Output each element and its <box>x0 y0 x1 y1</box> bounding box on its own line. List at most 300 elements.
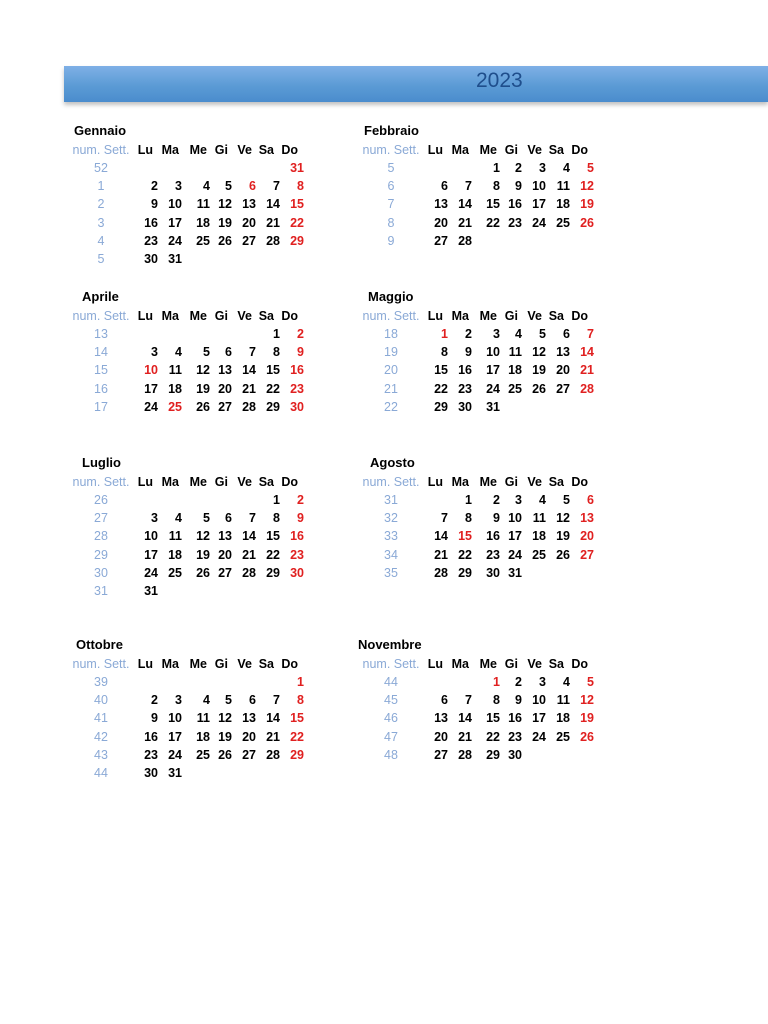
weekday-label: Lu <box>137 657 153 671</box>
day-cell: 14 <box>434 529 448 544</box>
week-row <box>360 730 620 748</box>
day-cell: 8 <box>465 511 472 526</box>
week-row <box>360 363 620 381</box>
day-cell: 31 <box>144 584 158 598</box>
day-cell: 9 <box>297 511 304 526</box>
day-cell: 29 <box>458 565 472 580</box>
week-row <box>360 748 620 766</box>
week-number: 40 <box>94 693 108 708</box>
day-cell: 3 <box>539 675 546 689</box>
day-cell: 3 <box>175 179 182 194</box>
day-cell: 16 <box>290 529 304 544</box>
day-cell: 17 <box>168 215 182 230</box>
week-number-header: num. Sett. <box>72 309 130 323</box>
weekday-label: Ma <box>161 475 179 489</box>
week-number: 7 <box>387 197 395 212</box>
day-cell: 9 <box>151 711 158 726</box>
week-number: 26 <box>94 493 108 507</box>
day-cell: 6 <box>587 493 594 507</box>
week-row <box>70 711 330 729</box>
week-number: 44 <box>384 675 398 689</box>
day-cell: 20 <box>434 729 448 744</box>
week-number-header: num. Sett. <box>362 657 420 671</box>
day-cell: 26 <box>196 399 210 414</box>
week-number: 21 <box>384 381 398 396</box>
week-number: 45 <box>384 693 398 708</box>
day-cell: 27 <box>242 233 256 248</box>
weekday-label: Do <box>281 657 298 671</box>
day-cell: 17 <box>168 729 182 744</box>
day-cell: 5 <box>563 493 570 507</box>
day-cell: 23 <box>508 729 522 744</box>
day-cell: 17 <box>508 529 522 544</box>
day-cell: 23 <box>144 233 158 248</box>
day-cell: 22 <box>266 547 280 562</box>
day-cell: 2 <box>151 179 158 194</box>
day-cell: 4 <box>515 327 522 341</box>
week-number: 41 <box>94 711 108 726</box>
day-cell: 18 <box>196 215 210 230</box>
week-number-header: num. Sett. <box>362 143 420 157</box>
weekday-label: Sa <box>258 657 274 671</box>
weekday-label: Lu <box>137 309 153 323</box>
day-cell: 20 <box>556 363 570 378</box>
day-cell: 30 <box>290 565 304 580</box>
weekday-label: Me <box>479 309 497 323</box>
day-cell: 17 <box>144 547 158 562</box>
day-cell: 11 <box>168 529 182 544</box>
day-cell: 30 <box>144 766 158 780</box>
day-cell: 27 <box>242 747 256 762</box>
day-cell: 14 <box>242 529 256 544</box>
week-row <box>70 730 330 748</box>
day-cell: 24 <box>486 381 500 396</box>
weekday-header-row <box>70 309 330 327</box>
day-cell: 7 <box>465 693 472 708</box>
day-cell: 1 <box>297 675 304 689</box>
day-cell: 15 <box>290 711 304 726</box>
day-cell: 15 <box>486 197 500 212</box>
week-number: 15 <box>94 363 108 378</box>
week-row <box>70 179 330 197</box>
day-cell: 10 <box>144 529 158 544</box>
weekday-label: Me <box>479 657 497 671</box>
week-row <box>360 197 620 215</box>
week-row <box>360 493 620 511</box>
day-cell: 11 <box>196 197 210 212</box>
day-cell: 31 <box>486 399 500 414</box>
day-cell: 12 <box>218 197 232 212</box>
day-cell: 15 <box>486 711 500 726</box>
day-cell: 16 <box>290 363 304 378</box>
day-cell: 15 <box>458 529 472 544</box>
day-cell: 2 <box>515 161 522 175</box>
weekday-label: Ve <box>237 657 252 671</box>
day-cell: 3 <box>493 327 500 341</box>
day-cell: 13 <box>242 197 256 212</box>
day-cell: 2 <box>493 493 500 507</box>
day-cell: 30 <box>508 747 522 762</box>
week-number: 29 <box>94 547 108 562</box>
day-cell: 14 <box>266 711 280 726</box>
day-cell: 6 <box>225 345 232 360</box>
day-cell: 11 <box>556 179 570 194</box>
weekday-label: Lu <box>137 475 153 489</box>
weekday-label: Do <box>571 309 588 323</box>
day-cell: 13 <box>580 511 594 526</box>
day-cell: 6 <box>249 693 256 708</box>
day-cell: 23 <box>508 215 522 230</box>
week-number: 6 <box>387 179 395 194</box>
weekday-label: Gi <box>504 657 518 671</box>
weekday-label: Me <box>189 657 207 671</box>
day-cell: 31 <box>508 565 522 580</box>
day-cell: 14 <box>266 197 280 212</box>
day-cell: 28 <box>434 565 448 580</box>
day-cell: 4 <box>175 345 182 360</box>
day-cell: 25 <box>196 233 210 248</box>
week-number: 44 <box>94 766 108 780</box>
day-cell: 27 <box>580 547 594 562</box>
day-cell: 9 <box>515 693 522 708</box>
week-row <box>70 693 330 711</box>
day-cell: 5 <box>539 327 546 341</box>
week-number-header: num. Sett. <box>362 309 420 323</box>
day-cell: 25 <box>168 399 182 414</box>
day-cell: 10 <box>486 345 500 360</box>
day-cell: 3 <box>175 693 182 708</box>
day-cell: 29 <box>266 565 280 580</box>
day-cell: 24 <box>168 233 182 248</box>
day-cell: 14 <box>580 345 594 360</box>
week-row <box>70 234 330 252</box>
day-cell: 28 <box>266 747 280 762</box>
day-cell: 13 <box>242 711 256 726</box>
weekday-label: Sa <box>258 309 274 323</box>
weekday-label: Ma <box>161 143 179 157</box>
week-number: 46 <box>384 711 398 726</box>
day-cell: 25 <box>556 729 570 744</box>
week-number-header: num. Sett. <box>72 657 130 671</box>
weekday-label: Sa <box>548 143 564 157</box>
day-cell: 31 <box>168 766 182 780</box>
weekday-label: Sa <box>258 143 274 157</box>
day-cell: 28 <box>580 381 594 396</box>
day-cell: 23 <box>458 381 472 396</box>
day-cell: 22 <box>486 215 500 230</box>
weekday-label: Lu <box>427 475 443 489</box>
day-cell: 15 <box>434 363 448 378</box>
day-cell: 17 <box>532 197 546 212</box>
day-cell: 26 <box>218 747 232 762</box>
day-cell: 26 <box>580 729 594 744</box>
day-cell: 22 <box>458 547 472 562</box>
day-cell: 24 <box>508 547 522 562</box>
day-cell: 2 <box>297 493 304 507</box>
day-cell: 13 <box>218 363 232 378</box>
week-row <box>70 363 330 381</box>
day-cell: 13 <box>434 197 448 212</box>
day-cell: 9 <box>515 179 522 194</box>
week-row <box>70 548 330 566</box>
day-cell: 9 <box>493 511 500 526</box>
day-cell: 12 <box>196 363 210 378</box>
week-number: 14 <box>94 345 108 360</box>
day-cell: 10 <box>168 197 182 212</box>
day-cell: 16 <box>144 215 158 230</box>
day-cell: 15 <box>290 197 304 212</box>
day-cell: 28 <box>242 399 256 414</box>
week-row <box>70 400 330 418</box>
day-cell: 19 <box>196 547 210 562</box>
day-cell: 8 <box>273 345 280 360</box>
day-cell: 24 <box>144 565 158 580</box>
day-cell: 1 <box>273 493 280 507</box>
week-number: 43 <box>94 747 108 762</box>
day-cell: 8 <box>493 693 500 708</box>
weekday-label: Do <box>571 657 588 671</box>
week-number: 19 <box>384 345 398 360</box>
day-cell: 27 <box>434 233 448 248</box>
weekday-label: Ve <box>527 143 542 157</box>
weekday-label: Ma <box>451 657 469 671</box>
week-row <box>360 216 620 234</box>
day-cell: 7 <box>465 179 472 194</box>
week-number-header: num. Sett. <box>362 475 420 489</box>
day-cell: 12 <box>532 345 546 360</box>
day-cell: 9 <box>465 345 472 360</box>
day-cell: 25 <box>508 381 522 396</box>
day-cell: 29 <box>486 747 500 762</box>
day-cell: 31 <box>290 161 304 175</box>
weekday-label: Lu <box>427 143 443 157</box>
day-cell: 20 <box>580 529 594 544</box>
week-number: 20 <box>384 363 398 378</box>
day-cell: 27 <box>218 399 232 414</box>
day-cell: 23 <box>144 747 158 762</box>
month-name: Aprile <box>82 289 119 304</box>
weekday-label: Ve <box>527 309 542 323</box>
weekday-label: Ve <box>237 475 252 489</box>
day-cell: 26 <box>556 547 570 562</box>
day-cell: 3 <box>151 511 158 526</box>
week-row <box>70 529 330 547</box>
day-cell: 12 <box>580 693 594 708</box>
week-row <box>70 766 330 784</box>
day-cell: 7 <box>249 511 256 526</box>
day-cell: 10 <box>508 511 522 526</box>
week-number: 3 <box>97 215 105 230</box>
day-cell: 4 <box>175 511 182 526</box>
day-cell: 10 <box>532 179 546 194</box>
weekday-label: Do <box>281 475 298 489</box>
weekday-label: Ma <box>161 309 179 323</box>
weekday-label: Me <box>189 309 207 323</box>
day-cell: 23 <box>290 381 304 396</box>
day-cell: 27 <box>218 565 232 580</box>
day-cell: 16 <box>508 197 522 212</box>
day-cell: 19 <box>580 711 594 726</box>
week-number: 47 <box>384 729 398 744</box>
day-cell: 29 <box>266 399 280 414</box>
week-row <box>360 345 620 363</box>
day-cell: 6 <box>249 179 256 194</box>
day-cell: 8 <box>297 179 304 194</box>
weekday-header-row <box>360 309 620 327</box>
day-cell: 18 <box>556 711 570 726</box>
weekday-label: Sa <box>548 309 564 323</box>
day-cell: 25 <box>196 747 210 762</box>
week-row <box>70 382 330 400</box>
day-cell: 8 <box>441 345 448 360</box>
week-row <box>360 382 620 400</box>
weekday-label: Ma <box>451 475 469 489</box>
week-row <box>360 675 620 693</box>
day-cell: 17 <box>532 711 546 726</box>
week-row <box>70 197 330 215</box>
day-cell: 21 <box>266 729 280 744</box>
weekday-label: Me <box>189 475 207 489</box>
week-number: 42 <box>94 729 108 744</box>
day-cell: 5 <box>587 675 594 689</box>
week-number: 34 <box>384 547 398 562</box>
week-row <box>70 216 330 234</box>
weekday-header-row <box>70 475 330 493</box>
day-cell: 22 <box>266 381 280 396</box>
day-cell: 24 <box>144 399 158 414</box>
week-row <box>360 161 620 179</box>
day-cell: 22 <box>486 729 500 744</box>
day-cell: 2 <box>297 327 304 341</box>
week-number: 5 <box>387 161 395 175</box>
weekday-label: Gi <box>214 309 228 323</box>
weekday-label: Me <box>479 475 497 489</box>
weekday-label: Sa <box>258 475 274 489</box>
day-cell: 30 <box>458 399 472 414</box>
day-cell: 13 <box>556 345 570 360</box>
day-cell: 4 <box>203 179 210 194</box>
day-cell: 20 <box>242 215 256 230</box>
day-cell: 28 <box>242 565 256 580</box>
day-cell: 21 <box>266 215 280 230</box>
weekday-label: Ve <box>527 657 542 671</box>
week-row <box>360 566 620 584</box>
week-row <box>360 179 620 197</box>
day-cell: 11 <box>168 363 182 378</box>
day-cell: 5 <box>203 511 210 526</box>
weekday-label: Ve <box>527 475 542 489</box>
weekday-header-row <box>360 657 620 675</box>
week-number: 2 <box>97 197 105 212</box>
week-row <box>360 511 620 529</box>
day-cell: 28 <box>458 747 472 762</box>
week-row <box>360 548 620 566</box>
day-cell: 21 <box>458 215 472 230</box>
day-cell: 29 <box>434 399 448 414</box>
day-cell: 7 <box>441 511 448 526</box>
week-row <box>70 675 330 693</box>
day-cell: 30 <box>290 399 304 414</box>
month-name: Maggio <box>368 289 414 304</box>
week-number: 48 <box>384 747 398 762</box>
day-cell: 14 <box>458 711 472 726</box>
day-cell: 18 <box>508 363 522 378</box>
day-cell: 2 <box>465 327 472 341</box>
day-cell: 4 <box>203 693 210 708</box>
year-title: 2023 <box>476 69 523 92</box>
day-cell: 4 <box>563 675 570 689</box>
month-block-novembre <box>360 637 620 807</box>
week-row <box>360 400 620 418</box>
week-row <box>70 345 330 363</box>
day-cell: 18 <box>168 381 182 396</box>
day-cell: 26 <box>218 233 232 248</box>
day-cell: 19 <box>196 381 210 396</box>
week-row <box>360 234 620 252</box>
day-cell: 29 <box>290 747 304 762</box>
week-number: 52 <box>94 161 108 175</box>
day-cell: 18 <box>168 547 182 562</box>
week-row <box>70 511 330 529</box>
month-block-febbraio <box>360 123 620 293</box>
day-cell: 16 <box>486 529 500 544</box>
day-cell: 20 <box>434 215 448 230</box>
day-cell: 3 <box>515 493 522 507</box>
week-number: 13 <box>94 327 108 341</box>
day-cell: 30 <box>486 565 500 580</box>
week-row <box>360 529 620 547</box>
day-cell: 10 <box>144 363 158 378</box>
month-name: Luglio <box>82 455 121 470</box>
day-cell: 6 <box>563 327 570 341</box>
weekday-header-row <box>70 143 330 161</box>
month-block-maggio <box>360 289 620 459</box>
day-cell: 1 <box>273 327 280 341</box>
weekday-label: Sa <box>548 657 564 671</box>
day-cell: 21 <box>434 547 448 562</box>
day-cell: 19 <box>218 729 232 744</box>
day-cell: 1 <box>441 327 448 341</box>
day-cell: 20 <box>242 729 256 744</box>
day-cell: 12 <box>196 529 210 544</box>
month-name: Agosto <box>370 455 415 470</box>
week-row <box>70 252 330 270</box>
day-cell: 22 <box>434 381 448 396</box>
day-cell: 18 <box>556 197 570 212</box>
day-cell: 24 <box>532 729 546 744</box>
week-number: 30 <box>94 565 108 580</box>
day-cell: 24 <box>532 215 546 230</box>
week-row <box>360 327 620 345</box>
week-number: 31 <box>384 493 398 507</box>
day-cell: 5 <box>587 161 594 175</box>
day-cell: 18 <box>196 729 210 744</box>
day-cell: 29 <box>290 233 304 248</box>
day-cell: 1 <box>493 161 500 175</box>
week-number: 33 <box>384 529 398 544</box>
day-cell: 5 <box>203 345 210 360</box>
week-number: 32 <box>384 511 398 526</box>
month-block-ottobre <box>70 637 330 807</box>
day-cell: 14 <box>242 363 256 378</box>
weekday-label: Ve <box>237 309 252 323</box>
week-row <box>70 566 330 584</box>
week-row <box>70 493 330 511</box>
week-number: 17 <box>94 399 108 414</box>
weekday-label: Do <box>281 143 298 157</box>
month-block-aprile <box>70 289 330 459</box>
weekday-header-row <box>360 143 620 161</box>
